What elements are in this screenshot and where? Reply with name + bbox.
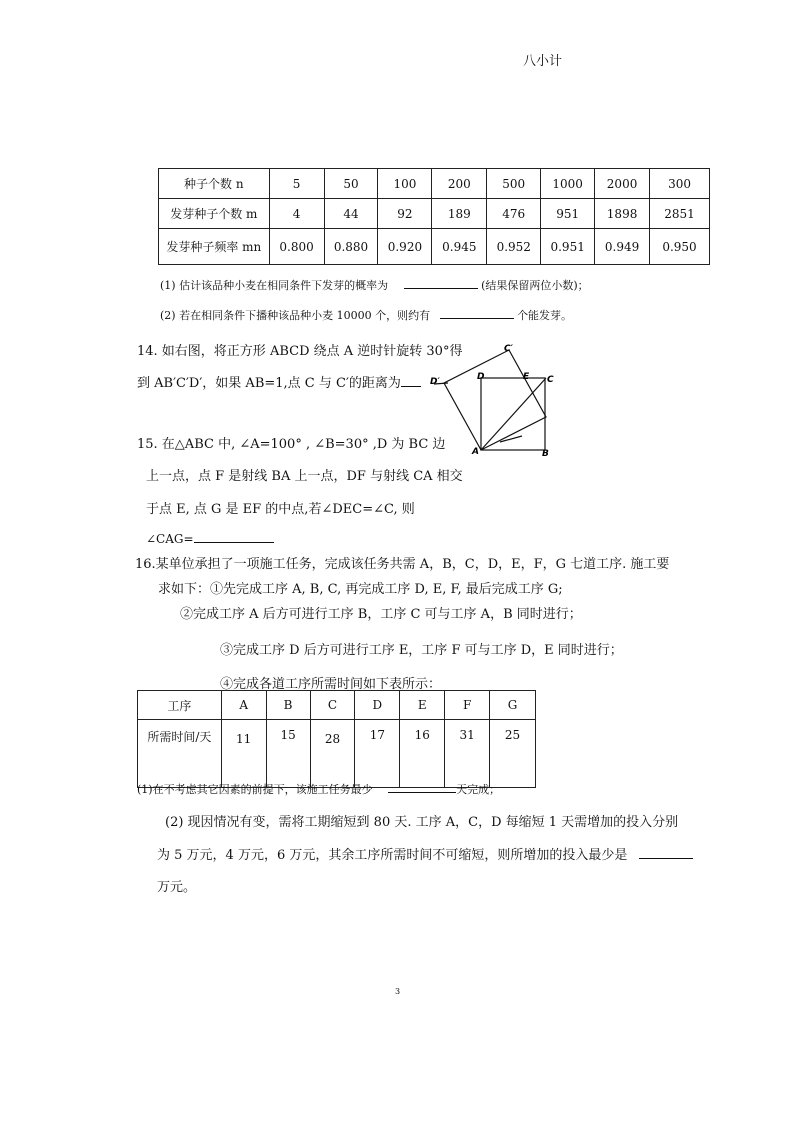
label-a: A bbox=[472, 447, 479, 457]
table-cell: 200 bbox=[432, 169, 487, 199]
table-cell: 种子个数 n bbox=[159, 169, 270, 199]
q16-line2: 求如下：①先完成工序 A, B, C, 再完成工序 D, E, F, 最后完成工序 G; bbox=[158, 582, 563, 597]
table-cell: 2000 bbox=[595, 169, 650, 199]
q15-line1: 15. 在△ABC 中, ∠A=100° , ∠B=30° ,D 为 BC 边 bbox=[137, 437, 446, 452]
germination-table bbox=[158, 168, 710, 265]
q14-line2-text: 到 AB′C′D′，如果 AB=1,点 C 与 C′的距离为 bbox=[137, 376, 401, 391]
q14-line1: 14. 如右图，将正方形 ABCD 绕点 A 逆时针旋转 30°得 bbox=[137, 344, 463, 359]
q16-line1: 16.某单位承担了一项施工任务，完成该任务共需 A，B，C，D，E，F，G 七道工序. 施工要 bbox=[135, 557, 670, 572]
table-cell: 工序 bbox=[138, 691, 222, 720]
table-cell: 476 bbox=[487, 199, 541, 229]
process-time-table bbox=[137, 690, 536, 788]
q16-part1 bbox=[137, 780, 500, 797]
table-cell: 100 bbox=[378, 169, 432, 199]
q13-part2-suffix: 个能发芽。 bbox=[517, 309, 573, 322]
table-cell: 2851 bbox=[650, 199, 710, 229]
table-cell: 0.920 bbox=[378, 229, 432, 265]
q16-part1-suffix: 天完成； bbox=[456, 783, 501, 796]
q15-line2: 上一点，点 F 是射线 BA 上一点，DF 与射线 CA 相交 bbox=[146, 469, 463, 484]
table-cell: D bbox=[355, 691, 400, 720]
answer-blank bbox=[194, 530, 274, 543]
q16-part1-prefix: (1)在不考虑其它因素的前提下，该施工任务最少 bbox=[137, 783, 373, 796]
table-cell: 92 bbox=[378, 199, 432, 229]
table-cell: 0.800 bbox=[269, 229, 324, 265]
label-d-prime: D′ bbox=[430, 377, 440, 387]
table-cell: 31 bbox=[445, 720, 490, 788]
table-cell: 0.880 bbox=[324, 229, 378, 265]
page-header: 八小计 bbox=[523, 54, 563, 69]
q14-line2 bbox=[137, 372, 421, 391]
label-c: C bbox=[547, 375, 554, 385]
table-cell: 15 bbox=[266, 720, 310, 788]
table-cell: 50 bbox=[324, 169, 378, 199]
q13-part1-prefix: (1) 估计该品种小麦在相同条件下发芽的概率为 bbox=[160, 279, 389, 292]
table-cell: 发芽种子频率 mn bbox=[159, 229, 270, 265]
table-cell: 0.945 bbox=[432, 229, 487, 265]
table-cell: 发芽种子个数 m bbox=[159, 199, 270, 229]
q13-part1-suffix: (结果保留两位小数)； bbox=[481, 279, 589, 292]
table-cell: 500 bbox=[487, 169, 541, 199]
diagonal-line bbox=[481, 378, 546, 450]
table-cell: 0.950 bbox=[650, 229, 710, 265]
table-cell: 300 bbox=[650, 169, 710, 199]
q16-part2-line2 bbox=[157, 844, 693, 863]
q15-line4 bbox=[146, 530, 274, 546]
table-cell: F bbox=[445, 691, 490, 720]
q15-line4-text: ∠CAG= bbox=[146, 532, 194, 546]
table-cell: G bbox=[490, 691, 536, 720]
q13-part1 bbox=[160, 276, 589, 293]
table-cell: 189 bbox=[432, 199, 487, 229]
answer-blank bbox=[639, 846, 693, 859]
table-cell: 951 bbox=[541, 199, 595, 229]
table-row bbox=[138, 720, 536, 788]
table-row bbox=[138, 691, 536, 720]
q16-line5: ④完成各道工序所需时间如下表所示： bbox=[220, 677, 442, 692]
table-cell: 所需时间/天 bbox=[138, 720, 222, 788]
q16-line3: ②完成工序 A 后方可进行工序 B，工序 C 可与工序 A，B 同时进行； bbox=[180, 607, 582, 622]
table-cell: 0.951 bbox=[541, 229, 595, 265]
q16-line4: ③完成工序 D 后方可进行工序 E，工序 F 可与工序 D，E 同时进行； bbox=[220, 643, 623, 658]
table-row bbox=[159, 199, 710, 229]
table-cell: E bbox=[400, 691, 445, 720]
table-cell: 1898 bbox=[595, 199, 650, 229]
q13-part2-prefix: (2) 若在相同条件下播种该品种小麦 10000 个，则约有 bbox=[160, 309, 431, 322]
table-cell: 5 bbox=[269, 169, 324, 199]
table-cell: 4 bbox=[269, 199, 324, 229]
q16-part2-line2-text: 为 5 万元，4 万元，6 万元，其余工序所需时间不可缩短，则所增加的投入最少是 bbox=[157, 848, 628, 863]
table-cell: 44 bbox=[324, 199, 378, 229]
label-b: B bbox=[542, 449, 549, 459]
table-cell: B bbox=[266, 691, 310, 720]
table-cell: 25 bbox=[490, 720, 536, 788]
page-number: 3 bbox=[395, 987, 401, 996]
answer-blank bbox=[440, 306, 514, 319]
answer-blank bbox=[404, 276, 478, 289]
table-row bbox=[159, 229, 710, 265]
table-cell: 0.949 bbox=[595, 229, 650, 265]
table-cell: A bbox=[221, 691, 266, 720]
table-cell: 1000 bbox=[541, 169, 595, 199]
table-row bbox=[159, 169, 710, 199]
q16-part2-line3: 万元。 bbox=[157, 880, 197, 895]
answer-blank bbox=[388, 780, 456, 793]
table-cell: 0.952 bbox=[487, 229, 541, 265]
label-e: E bbox=[523, 372, 530, 382]
table-cell: C bbox=[310, 691, 355, 720]
label-c-prime: C′ bbox=[504, 344, 513, 354]
answer-blank bbox=[401, 374, 421, 387]
table-cell: 16 bbox=[400, 720, 445, 788]
q15-line3: 于点 E, 点 G 是 EF 的中点,若∠DEC=∠C, 则 bbox=[146, 502, 415, 517]
q16-part2-line1: (2) 现因情况有变，需将工期缩短到 80 天. 工序 A，C，D 每缩短 1 天需增加的投入分别 bbox=[165, 815, 679, 830]
table-cell: 28 bbox=[310, 720, 355, 788]
q13-part2 bbox=[160, 306, 572, 323]
label-d: D bbox=[477, 372, 485, 382]
table-cell: 11 bbox=[221, 720, 266, 788]
table-cell: 17 bbox=[355, 720, 400, 788]
